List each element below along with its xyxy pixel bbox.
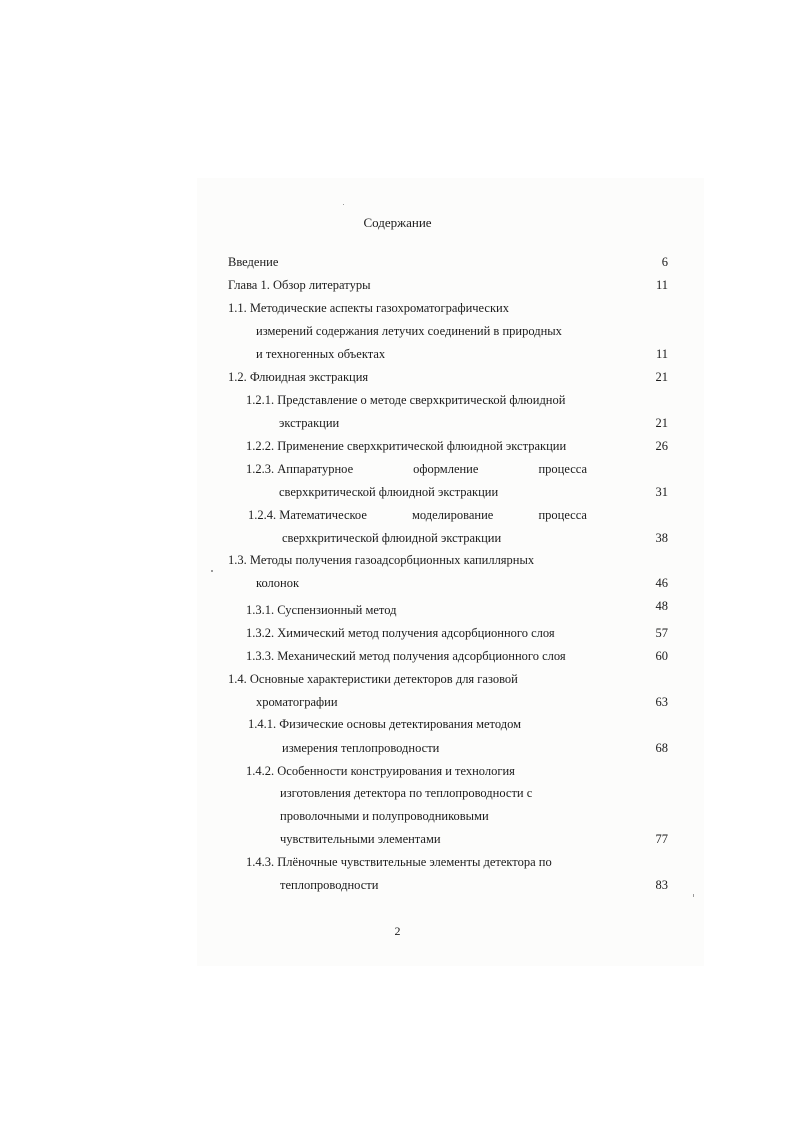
scan-speck: [343, 204, 344, 205]
toc-entry-1-2-3-cont: сверхкритической флюидной экстракции: [279, 485, 499, 499]
toc-entry-1-4-1-cont: измерения теплопроводности: [282, 741, 440, 755]
toc-entry-1-4-2-cont2: проволочными и полупроводниковыми: [280, 809, 489, 823]
toc-page-1-2-2: 26: [655, 439, 668, 453]
toc-entry-1-3-1: 1.3.1. Суспензионный метод: [246, 603, 397, 617]
scan-speck: [211, 570, 213, 572]
toc-page-1-4-1: 68: [655, 741, 668, 755]
toc-entry-1-4-3: 1.4.3. Плёночные чувствительные элементы детектора по: [246, 855, 552, 869]
toc-entry-1-4-2-cont3: чувствительными элементами: [280, 832, 441, 846]
toc-entry-1-2-2: 1.2.2. Применение сверхкритической флюидной экстракции: [246, 439, 567, 453]
toc-entry-1-2-3-word1: 1.2.3. Аппаратурное: [246, 462, 354, 476]
toc-entry-1-1-cont2: и техногенных объектах: [256, 347, 386, 361]
toc-entry-1-2-4-word2: моделирование: [411, 508, 494, 522]
toc-entry-1-4-cont: хроматографии: [256, 695, 338, 709]
toc-page-1-2-4: 38: [655, 531, 668, 545]
toc-entry-1-4-2: 1.4.2. Особенности конструирования и технология: [246, 764, 515, 778]
toc-entry-1-4-1: 1.4.1. Физические основы детектирования методом: [248, 717, 521, 731]
toc-page-intro: 6: [661, 255, 668, 269]
toc-page-1-3-1: 48: [655, 599, 668, 613]
toc-entry-1-1: 1.1. Методические аспекты газохроматографических: [228, 301, 509, 315]
toc-page-1-4-3: 83: [655, 878, 668, 892]
toc-entry-1-4: 1.4. Основные характеристики детекторов для газовой: [228, 672, 518, 686]
toc-entry-1-2-3-word3: процесса: [538, 462, 587, 476]
toc-entry-1-4-2-cont: изготовления детектора по теплопроводности с: [280, 786, 533, 800]
scan-speck: [693, 894, 694, 897]
toc-page-1-3-3: 60: [655, 649, 668, 663]
toc-page-1-2: 21: [655, 370, 668, 384]
toc-entry-1-2-3: [246, 461, 587, 477]
toc-page-1-3: 46: [655, 576, 668, 590]
toc-page-1-4-2: 77: [655, 832, 668, 846]
document-page: [197, 178, 704, 966]
toc-entry-1-2-3-word2: оформление: [413, 462, 479, 476]
toc-entry-1-2-4-word3: процесса: [538, 508, 587, 522]
toc-entry-1-3-cont: колонок: [256, 576, 300, 590]
toc-entry-1-3: 1.3. Методы получения газоадсорбционных капиллярных: [228, 553, 535, 567]
toc-page-1-4: 63: [655, 695, 668, 709]
toc-entry-ch1: Глава 1. Обзор литературы: [228, 278, 371, 292]
toc-entry-intro: Введение: [228, 255, 279, 269]
toc-page-ch1: 11: [655, 278, 668, 292]
toc-entry-1-4-3-cont: теплопроводности: [280, 878, 379, 892]
page-number: 2: [394, 924, 401, 938]
toc-entry-1-2-4-cont: сверхкритической флюидной экстракции: [282, 531, 502, 545]
toc-entry-1-2-4: [248, 507, 587, 523]
toc-entry-1-3-3: 1.3.3. Механический метод получения адсорбционного слоя: [246, 649, 566, 663]
toc-entry-1-1-cont: измерений содержания летучих соединений в природных: [256, 324, 562, 338]
toc-entry-1-3-2: 1.3.2. Химический метод получения адсорбционного слоя: [246, 626, 555, 640]
toc-entry-1-2: 1.2. Флюидная экстракция: [228, 370, 369, 384]
page-title: Содержание: [363, 215, 432, 230]
toc-entry-1-2-1-cont: экстракции: [279, 416, 340, 430]
toc-page-1-1: 11: [655, 347, 668, 361]
toc-page-1-2-1: 21: [655, 416, 668, 430]
toc-page-1-3-2: 57: [655, 626, 668, 640]
toc-entry-1-2-1: 1.2.1. Представление о методе сверхкритической флюидной: [246, 393, 566, 407]
toc-page-1-2-3: 31: [655, 485, 668, 499]
toc-entry-1-2-4-word1: 1.2.4. Математическое: [248, 508, 367, 522]
